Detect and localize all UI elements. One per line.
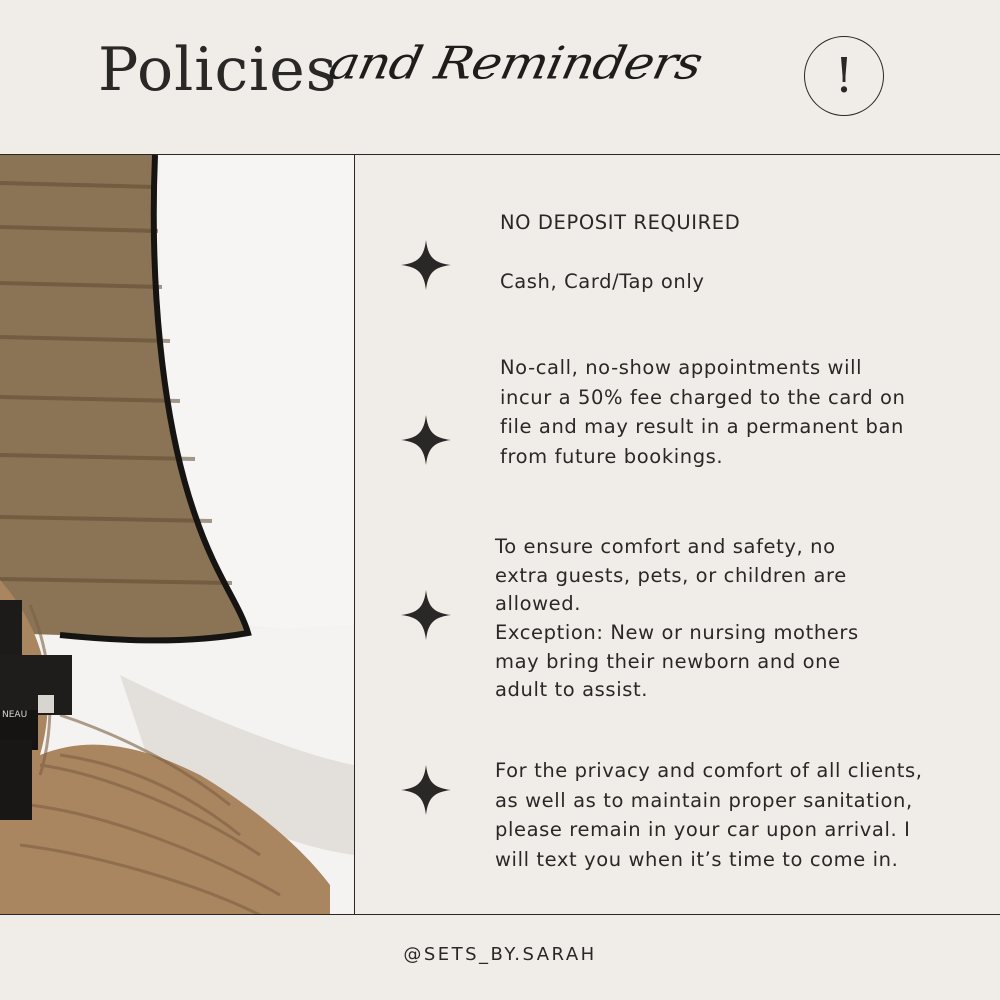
policy-deposit-title: NO DEPOSIT REQUIRED: [500, 211, 741, 234]
decor-photo: [0, 155, 354, 915]
page-title-script: and Reminders: [324, 36, 707, 90]
sparkle-icon: [401, 765, 451, 815]
book-label: NEAU: [2, 710, 28, 720]
vertical-divider: [354, 155, 355, 915]
policy-guests: To ensure comfort and safety, no extra guests, pets, or children are allowed.: [495, 535, 847, 615]
sparkle-icon: [401, 590, 451, 640]
policy-payment-methods: Cash, Card/Tap only: [500, 270, 705, 293]
policy-guests-exception: Exception: New or nursing mothers may bring their newborn and one adult to assist.: [495, 621, 859, 701]
policy-no-show: No-call, no-show appointments will incur a 50% fee charged to the card on file and may result in a permanent ban from future bookings.: [500, 356, 906, 468]
sparkle-icon: [401, 240, 451, 290]
page-title: Policies: [98, 35, 338, 105]
policy-arrival: For the privacy and comfort of all clients, as well as to maintain proper sanitation, please remain in your car upon arrival. I will text you when it’s time to come in.: [495, 759, 923, 871]
social-handle: @SETS_BY.SARAH: [403, 944, 597, 965]
exclamation-icon: !: [804, 36, 884, 116]
sparkle-icon: [401, 415, 451, 465]
bottom-divider: [0, 914, 1000, 915]
